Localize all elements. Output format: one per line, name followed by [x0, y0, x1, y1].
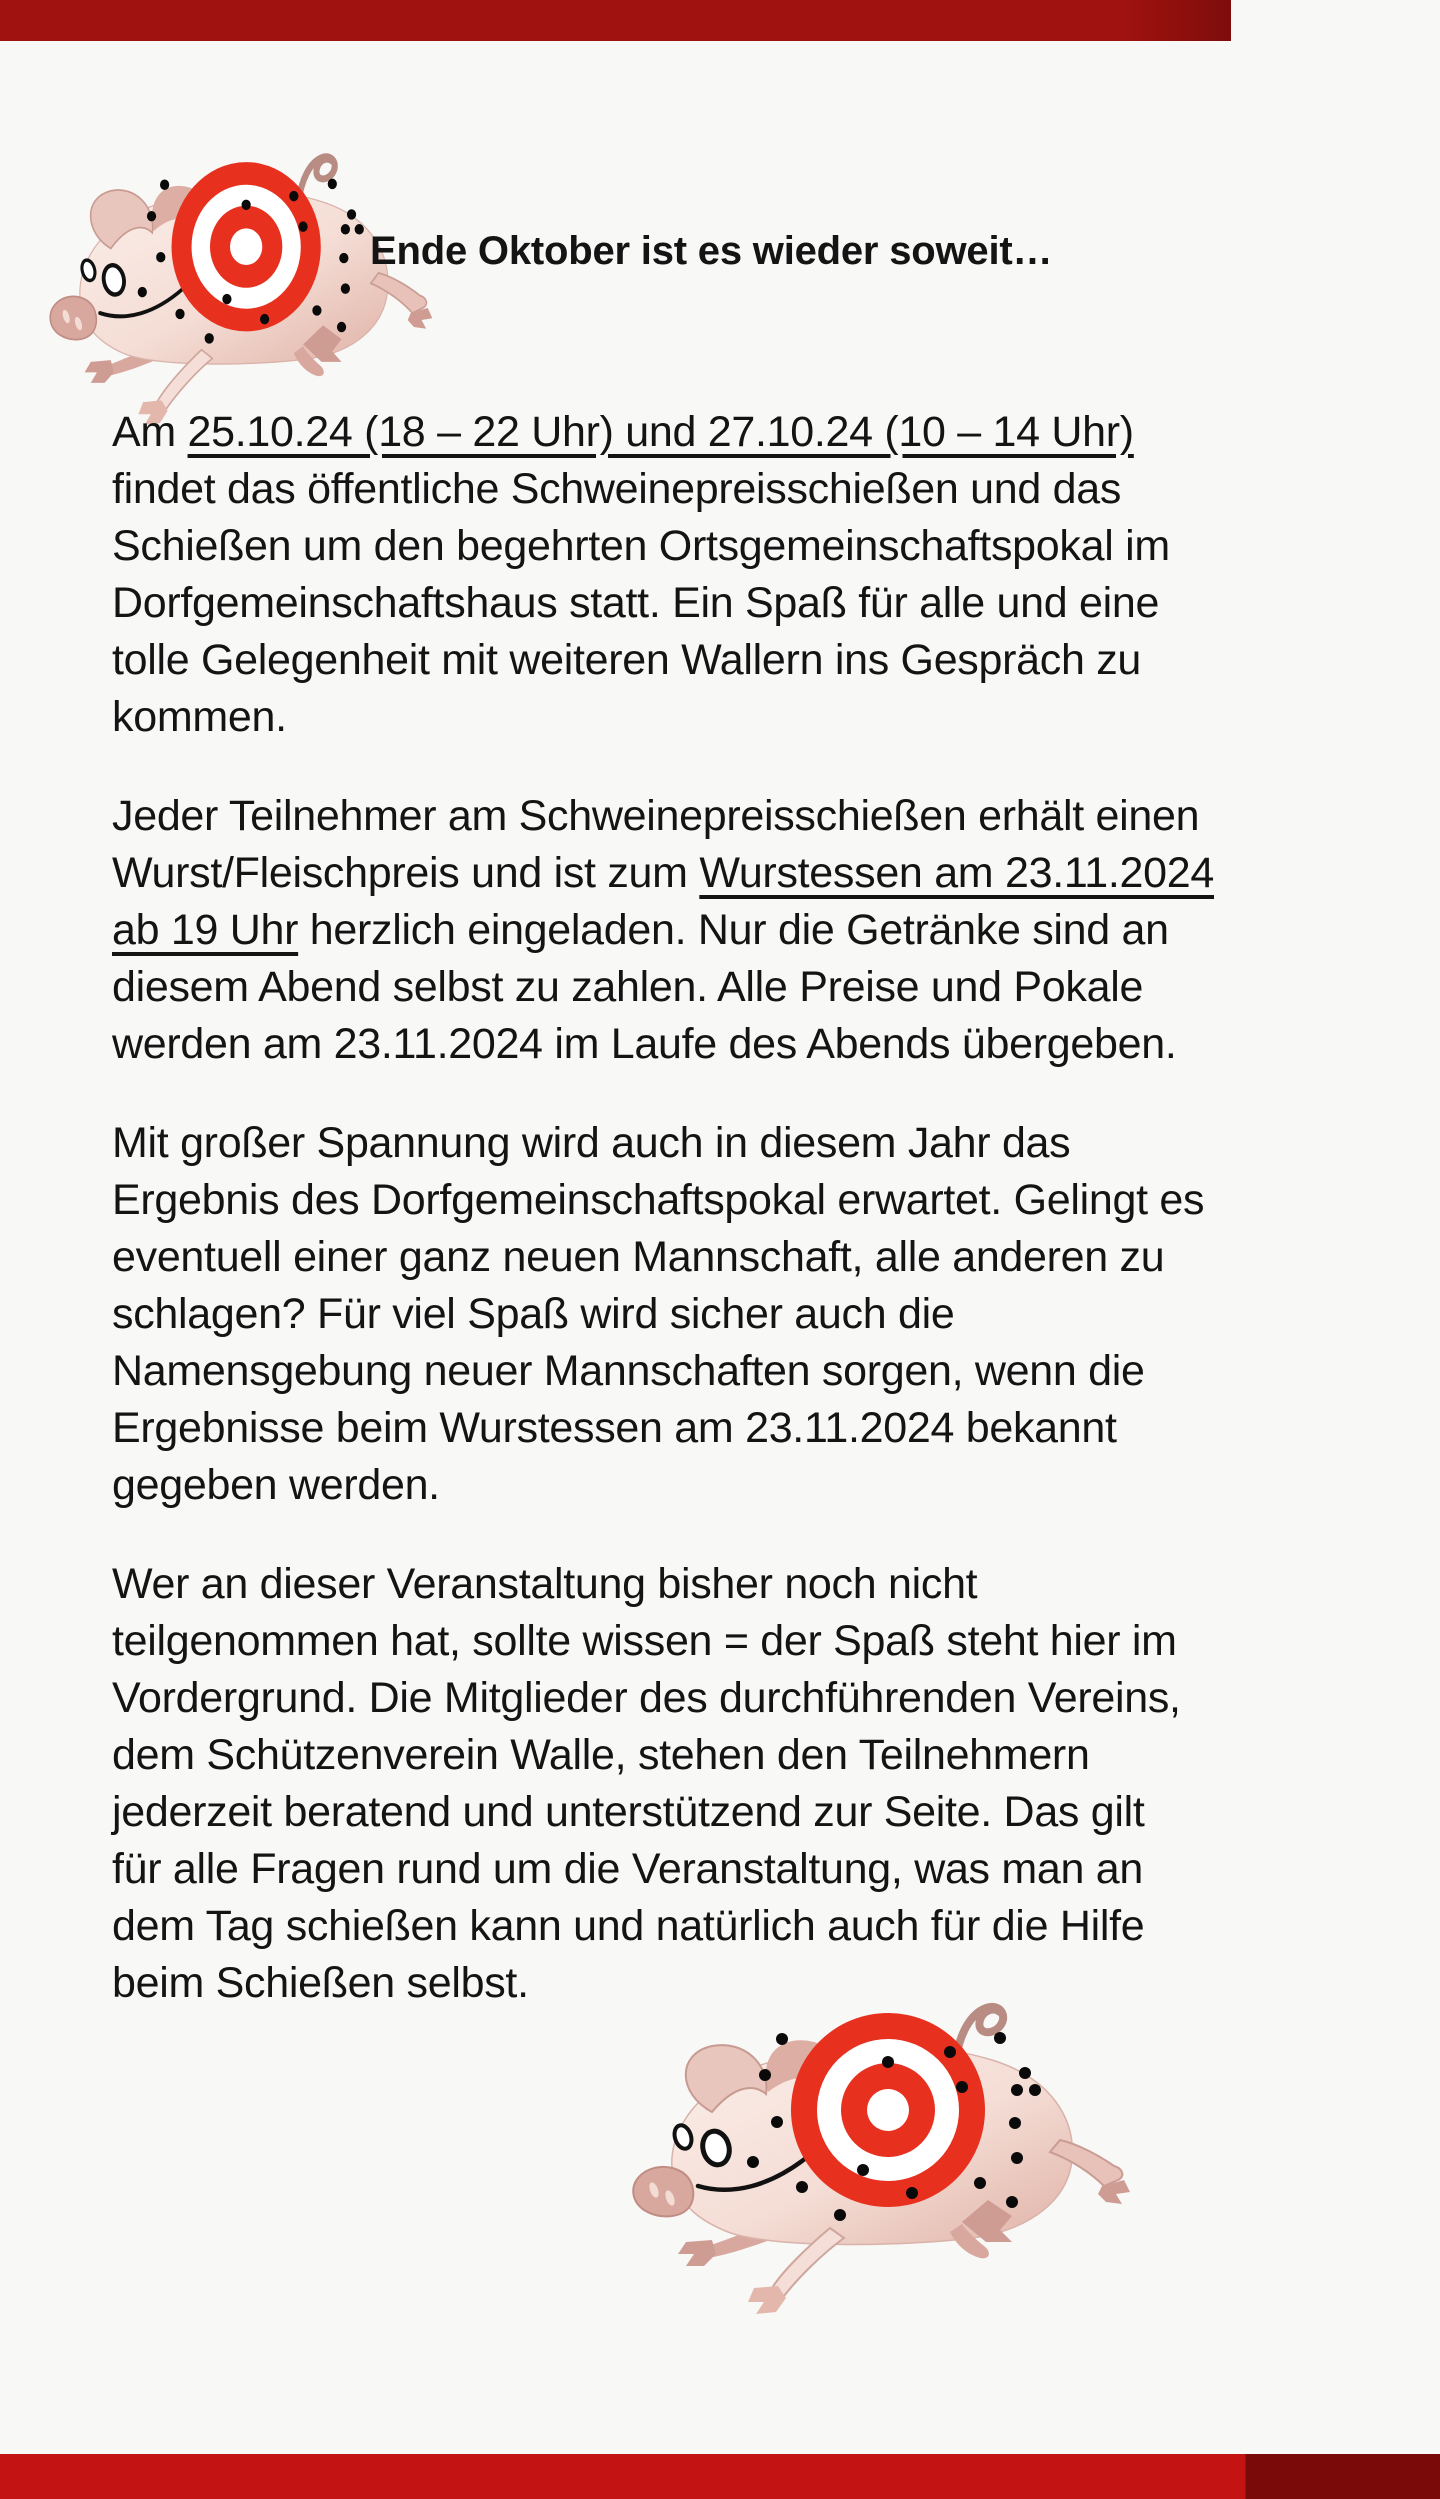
text-line: [112, 788, 1392, 845]
bottom-red-bar: [0, 2454, 1440, 2499]
text-segment: Schießen um den begehrten Ortsgemeinschaftspokal im: [112, 522, 1170, 570]
text-segment: jederzeit beratend und unterstützend zur Seite. Das gilt: [112, 1788, 1145, 1836]
text-segment: schlagen? Für viel Spaß wird sicher auch die: [112, 1290, 955, 1338]
text-line: [112, 1670, 1392, 1727]
text-line: [112, 845, 1392, 902]
text-line: [112, 1229, 1392, 1286]
text-line: [112, 1286, 1392, 1343]
text-line: [112, 1400, 1392, 1457]
pig-target-icon: [40, 142, 440, 430]
text-segment: Wurst/Fleischpreis und ist zum: [112, 849, 700, 897]
text-line: [112, 689, 1392, 746]
text-line: [112, 1016, 1392, 1073]
text-line: [112, 575, 1392, 632]
text-line: [112, 1841, 1392, 1898]
text-line: [112, 1343, 1392, 1400]
text-segment: Wer an dieser Veranstaltung bisher noch nicht: [112, 1560, 978, 1608]
text-segment: Ergebnisse beim Wurstessen am 23.11.2024 bekannt: [112, 1404, 1117, 1452]
text-line: [112, 518, 1392, 575]
pig-target-illustration-bottom: [620, 1990, 1140, 2320]
text-line: [112, 1784, 1392, 1841]
text-segment: Vordergrund. Die Mitglieder des durchführenden Vereins,: [112, 1674, 1181, 1722]
text-line: [112, 1457, 1392, 1514]
text-line: [112, 1556, 1392, 1613]
text-segment: Mit großer Spannung wird auch in diesem Jahr das: [112, 1119, 1071, 1167]
text-segment: dem Tag schießen kann und natürlich auch für die Hilfe: [112, 1902, 1145, 1950]
text-segment: Namensgebung neuer Mannschaften sorgen, wenn die: [112, 1347, 1145, 1395]
text-segment: herzlich eingeladen. Nur die Getränke sind an: [298, 906, 1169, 954]
text-segment: tolle Gelegenheit mit weiteren Wallern ins Gespräch zu: [112, 636, 1142, 684]
underlined-text: Wurstessen am 23.11.2024: [699, 849, 1214, 897]
pig-target-illustration-top: [40, 142, 440, 430]
text-line: [112, 1613, 1392, 1670]
underlined-text: ab 19 Uhr: [112, 906, 299, 954]
text-segment: findet das öffentliche Schweinepreisschießen und das: [112, 465, 1122, 513]
body-text: [112, 404, 1392, 2054]
text-line: [112, 1172, 1392, 1229]
text-segment: dem Schützenverein Walle, stehen den Teilnehmern: [112, 1731, 1090, 1779]
text-line: [112, 632, 1392, 689]
text-segment: werden am 23.11.2024 im Laufe des Abends übergeben.: [112, 1020, 1177, 1068]
text-line: [112, 461, 1392, 518]
text-segment: Ergebnis des Dorfgemeinschaftspokal erwartet. Gelingt es: [112, 1176, 1205, 1224]
paragraph-neulinge: [112, 1556, 1392, 2012]
text-segment: Dorfgemeinschaftshaus statt. Ein Spaß für alle und eine: [112, 579, 1160, 627]
text-segment: für alle Fragen rund um die Veranstaltung, was man an: [112, 1845, 1144, 1893]
text-line: [112, 1898, 1392, 1955]
paragraph-pokal: [112, 1115, 1392, 1514]
paragraph-wurstessen: [112, 788, 1392, 1073]
top-red-bar: [0, 0, 1231, 41]
text-segment: teilgenommen hat, sollte wissen = der Spaß steht hier im: [112, 1617, 1177, 1665]
text-segment: Jeder Teilnehmer am Schweinepreisschießen erhält einen: [112, 792, 1200, 840]
text-line: [112, 404, 1392, 461]
page-title: Ende Oktober ist es wieder soweit…: [370, 229, 1053, 273]
text-segment: Am: [112, 408, 188, 456]
underlined-text: 25.10.24 (18 – 22 Uhr) und 27.10.24 (10 – 14 Uhr): [187, 408, 1134, 456]
pig-target-icon: [620, 1990, 1140, 2320]
text-segment: eventuell einer ganz neuen Mannschaft, alle anderen zu: [112, 1233, 1165, 1281]
text-segment: kommen.: [112, 693, 287, 741]
text-segment: beim Schießen selbst.: [112, 1959, 529, 2007]
text-line: [112, 902, 1392, 959]
text-line: [112, 1115, 1392, 1172]
paragraph-dates-intro: [112, 404, 1392, 746]
text-line: [112, 1727, 1392, 1784]
text-segment: gegeben werden.: [112, 1461, 440, 1509]
text-line: [112, 959, 1392, 1016]
text-segment: diesem Abend selbst zu zahlen. Alle Preise und Pokale: [112, 963, 1144, 1011]
